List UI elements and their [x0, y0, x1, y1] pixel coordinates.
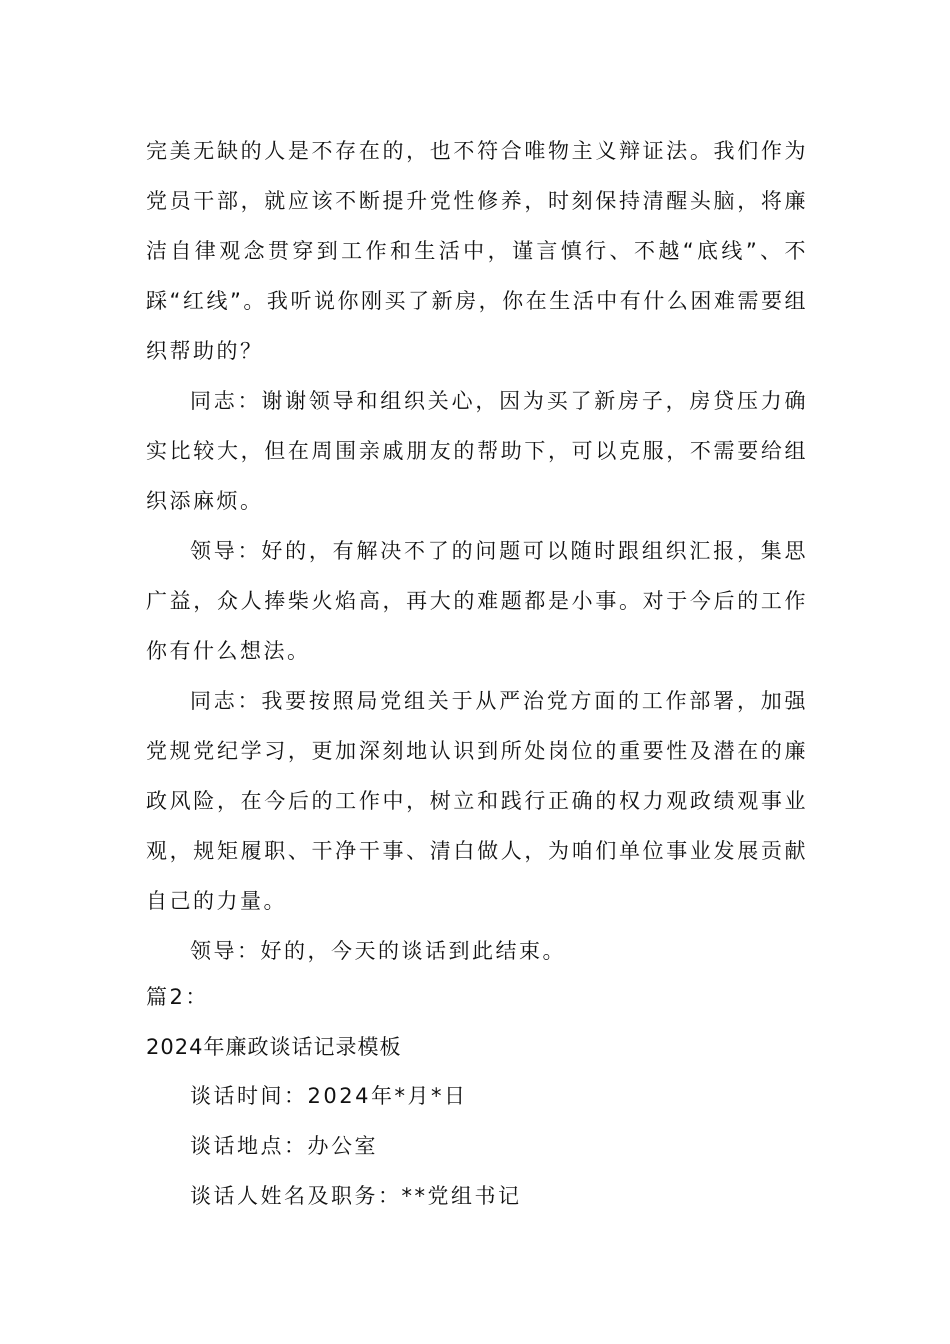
- chapter-label: 篇2：: [146, 985, 209, 1009]
- talk-person-line: 谈话人姓名及职务：**党组书记: [190, 1184, 522, 1208]
- paragraph-comrade-plan: 同志：我要按照局党组关于从严治党方面的工作部署，加强党规党纪学习，更加深刻地认识到所处岗位的重要性及潜在的廉政风险，在今后的工作中，树立和践行正确的权力观政绩观事业观，规矩履职、干净干事、清白做人，为咱们单位事业发展贡献自己的力量。: [146, 689, 808, 913]
- talk-time-line: 谈话时间：2024年*月*日: [190, 1084, 468, 1108]
- talk-place-line: 谈话地点：办公室: [190, 1134, 378, 1158]
- paragraph-comrade-reply: 同志：谢谢领导和组织关心，因为买了新房子，房贷压力确实比较大，但在周围亲戚朋友的帮助下，可以克服，不需要给组织添麻烦。: [146, 389, 808, 513]
- paragraph-leader-speech: 完美无缺的人是不存在的，也不符合唯物主义辩证法。我们作为党员干部，就应该不断提升党性修养，时刻保持清醒头脑，将廉洁自律观念贯穿到工作和生活中，谨言慎行、不越“底线”、不踩“红线”。我听说你刚买了新房，你在生活中有什么困难需要组织帮助的？: [146, 139, 808, 363]
- template-title: 2024年廉政谈话记录模板: [146, 1035, 402, 1059]
- closing-line: 领导：好的，今天的谈话到此结束。: [190, 939, 566, 963]
- paragraph-leader-followup: 领导：好的，有解决不了的问题可以随时跟组织汇报，集思广益，众人捧柴火焰高，再大的难题都是小事。对于今后的工作你有什么想法。: [146, 539, 808, 663]
